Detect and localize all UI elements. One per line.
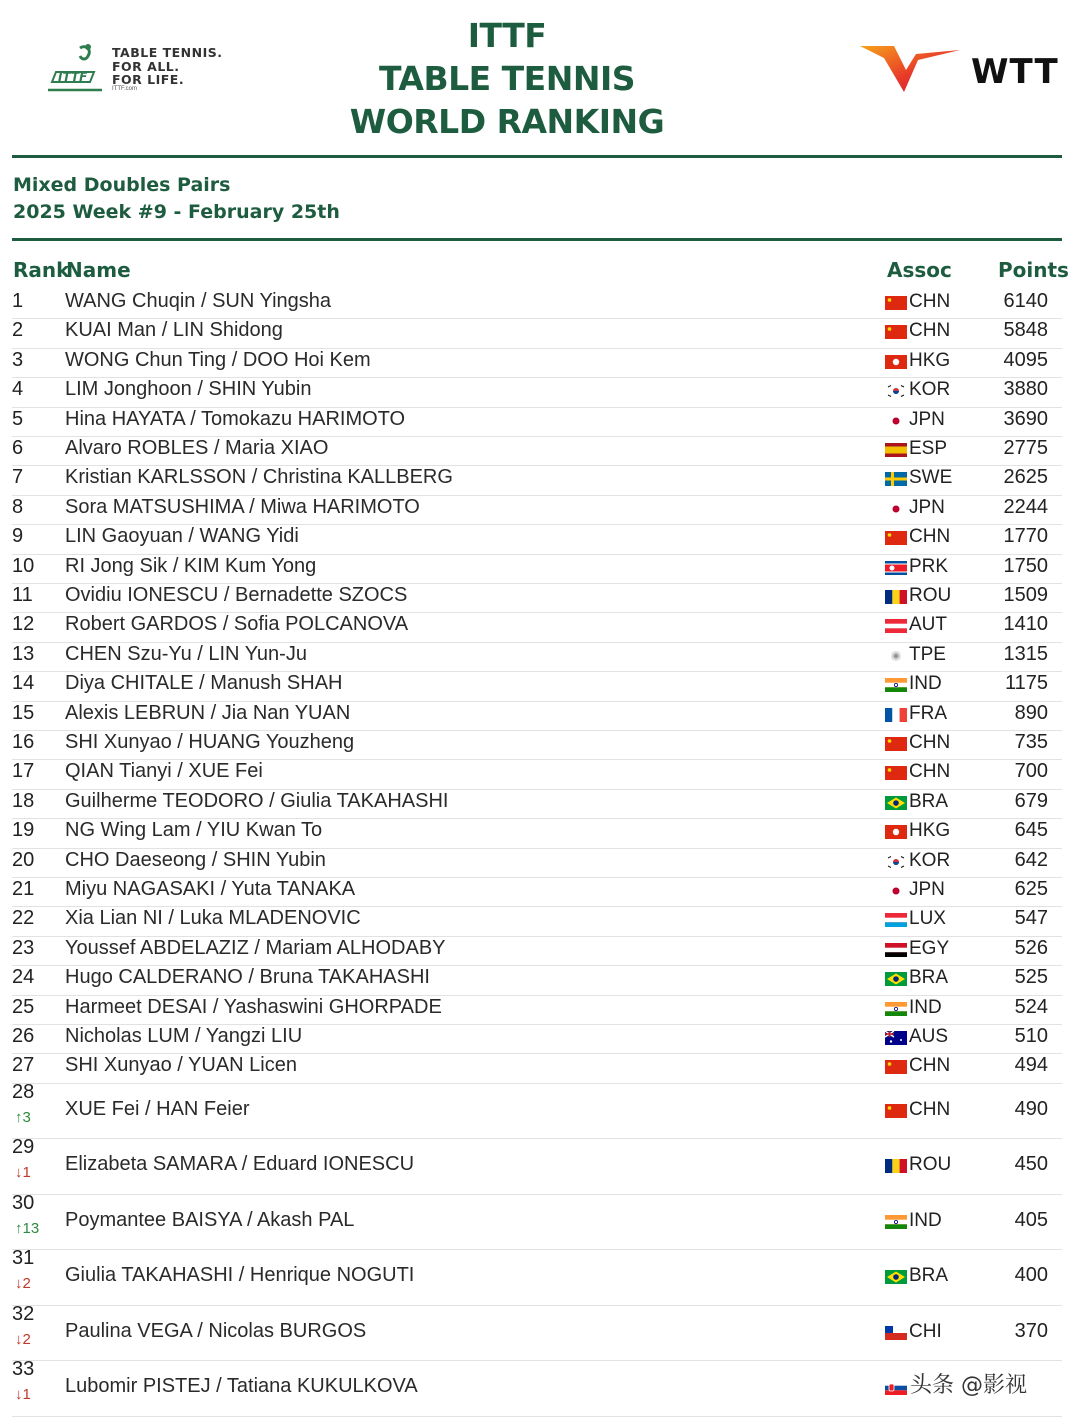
rank-cell: 12 bbox=[12, 613, 35, 636]
table-row bbox=[12, 436, 1062, 466]
pair-name-cell: Sora MATSUSHIMA / Miwa HARIMOTO bbox=[65, 495, 420, 518]
rank-cell: 11 bbox=[12, 584, 33, 606]
category-label: Mixed Doubles Pairs bbox=[13, 174, 231, 196]
points-cell: 1175 bbox=[1004, 672, 1048, 695]
rank-cell: 7 bbox=[12, 466, 24, 489]
assoc-cell: KOR bbox=[909, 849, 951, 871]
assoc-cell: LUX bbox=[909, 908, 946, 930]
assoc-cell: ROU bbox=[909, 1154, 952, 1176]
assoc-cell: CHN bbox=[909, 732, 951, 753]
rank-cell: 33 bbox=[12, 1358, 35, 1381]
divider bbox=[12, 155, 1062, 158]
pair-name-cell: Lubomir PISTEJ / Tatiana KUKULKOVA bbox=[65, 1375, 418, 1398]
rank-cell: 26 bbox=[12, 1025, 35, 1047]
flag-bra-icon bbox=[885, 972, 907, 986]
rank-cell: 32 bbox=[12, 1302, 35, 1325]
pair-name-cell: Xia Lian NI / Luka MLADENOVIC bbox=[65, 907, 361, 930]
assoc-cell: BRA bbox=[909, 967, 949, 989]
rank-change-up: ↑13 bbox=[15, 1219, 40, 1237]
table-row bbox=[12, 1080, 1062, 1140]
rank-cell: 22 bbox=[12, 907, 35, 930]
assoc-cell: JPN bbox=[909, 496, 945, 518]
assoc-cell: BRA bbox=[909, 1265, 949, 1287]
ittf-url: ITTF.com bbox=[112, 86, 137, 92]
assoc-cell: ROU bbox=[909, 585, 952, 606]
rank-cell: 19 bbox=[12, 819, 35, 842]
rank-cell: 3 bbox=[12, 348, 24, 371]
pair-name-cell: Youssef ABDELAZIZ / Mariam ALHODABY bbox=[65, 936, 446, 959]
assoc-cell: JPN bbox=[909, 408, 945, 430]
watermark: 头条 @影视 bbox=[910, 1373, 1027, 1398]
points-cell: 405 bbox=[1014, 1208, 1048, 1231]
pair-name-cell: CHO Daeseong / SHIN Yubin bbox=[65, 848, 326, 871]
pair-name-cell: Alvaro ROBLES / Maria XIAO bbox=[65, 437, 329, 459]
table-row bbox=[12, 612, 1062, 642]
rank-cell: 2 bbox=[12, 319, 24, 342]
table-row bbox=[12, 818, 1062, 848]
points-cell: 642 bbox=[1014, 848, 1048, 871]
assoc-cell: CHI bbox=[909, 1320, 942, 1342]
points-cell: 645 bbox=[1014, 819, 1048, 842]
table-row bbox=[12, 1360, 1062, 1417]
assoc-cell: IND bbox=[909, 673, 942, 695]
pair-name-cell: QIAN Tianyi / XUE Fei bbox=[65, 760, 263, 783]
rank-cell: 23 bbox=[12, 936, 35, 959]
table-row bbox=[12, 965, 1062, 995]
table-row bbox=[12, 524, 1062, 554]
assoc-cell: CHN bbox=[909, 291, 951, 312]
pair-name-cell: LIM Jonghoon / SHIN Yubin bbox=[65, 378, 312, 401]
pair-name-cell: Giulia TAKAHASHI / Henrique NOGUTI bbox=[65, 1264, 415, 1287]
flag-tpe-icon bbox=[885, 649, 907, 663]
points-cell: 450 bbox=[1014, 1153, 1048, 1176]
flag-chn-icon bbox=[885, 766, 907, 780]
table-row bbox=[12, 1302, 1062, 1362]
table-row bbox=[12, 906, 1062, 936]
pair-name-cell: XUE Fei / HAN Feier bbox=[65, 1097, 250, 1120]
table-row bbox=[12, 789, 1062, 819]
assoc-cell: PRK bbox=[909, 555, 949, 577]
table-row bbox=[12, 877, 1062, 907]
points-cell: 625 bbox=[1014, 878, 1048, 900]
table-row bbox=[12, 995, 1062, 1025]
column-header-rank: Rank bbox=[13, 258, 70, 282]
rank-cell: 14 bbox=[12, 672, 35, 695]
assoc-cell: CHN bbox=[909, 761, 951, 783]
rank-cell: 30 bbox=[12, 1191, 35, 1214]
pair-name-cell: Miyu NAGASAKI / Yuta TANAKA bbox=[65, 878, 356, 900]
pair-name-cell: SHI Xunyao / HUANG Youzheng bbox=[65, 731, 355, 753]
points-cell: 1410 bbox=[1003, 613, 1048, 636]
rank-cell: 5 bbox=[12, 407, 24, 430]
column-header-assoc: Assoc bbox=[887, 258, 952, 282]
rank-cell: 10 bbox=[12, 554, 35, 577]
points-cell: 1509 bbox=[1003, 584, 1048, 606]
rank-cell: 17 bbox=[12, 760, 35, 783]
points-cell: 526 bbox=[1014, 936, 1048, 959]
pair-name-cell: WANG Chuqin / SUN Yingsha bbox=[65, 290, 332, 312]
pair-name-cell: Hina HAYATA / Tomokazu HARIMOTO bbox=[65, 407, 406, 430]
page-title: ITTF TABLE TENNIS WORLD RANKING bbox=[349, 16, 665, 141]
flag-hkg-icon bbox=[885, 355, 907, 369]
points-cell: 2625 bbox=[1003, 466, 1048, 489]
pair-name-cell: LIN Gaoyuan / WANG Yidi bbox=[65, 525, 299, 548]
flag-chn-icon bbox=[885, 1060, 907, 1074]
pair-name-cell: Poymantee BAISYA / Akash PAL bbox=[65, 1208, 355, 1231]
rank-cell: 27 bbox=[12, 1054, 35, 1077]
ittf-tagline: TABLE TENNIS. FOR ALL. FOR LIFE. bbox=[112, 45, 223, 87]
flag-egy-icon bbox=[885, 943, 907, 957]
rank-cell: 18 bbox=[12, 789, 35, 812]
points-cell: 2244 bbox=[1003, 495, 1048, 518]
assoc-cell: CHN bbox=[909, 320, 951, 342]
rank-cell: 24 bbox=[12, 966, 35, 989]
points-cell: 735 bbox=[1014, 731, 1048, 753]
assoc-cell: TPE bbox=[909, 643, 946, 665]
column-header-name: Name bbox=[66, 258, 131, 282]
flag-kor-icon bbox=[885, 384, 907, 398]
points-cell: 1750 bbox=[1003, 554, 1048, 577]
pair-name-cell: Guilherme TEODORO / Giulia TAKAHASHI bbox=[65, 789, 449, 812]
ittf-logo bbox=[46, 42, 246, 98]
ittf-paddle-icon bbox=[46, 42, 110, 96]
rank-change-down: ↓2 bbox=[15, 1275, 31, 1293]
flag-swe-icon bbox=[885, 472, 907, 486]
flag-ind-icon bbox=[885, 1002, 907, 1016]
rank-change-down: ↓1 bbox=[15, 1164, 31, 1182]
pair-name-cell: Alexis LEBRUN / Jia Nan YUAN bbox=[65, 701, 351, 724]
points-cell: 890 bbox=[1014, 701, 1048, 724]
pair-name-cell: Ovidiu IONESCU / Bernadette SZOCS bbox=[65, 584, 408, 606]
table-row bbox=[12, 1191, 1062, 1251]
rank-cell: 6 bbox=[12, 437, 24, 459]
wtt-swoosh-icon bbox=[858, 40, 964, 96]
rank-cell: 4 bbox=[12, 378, 24, 401]
rank-cell: 31 bbox=[12, 1247, 35, 1270]
pair-name-cell: Kristian KARLSSON / Christina KALLBERG bbox=[65, 466, 453, 489]
rank-cell: 25 bbox=[12, 995, 35, 1018]
pair-name-cell: RI Jong Sik / KIM Kum Yong bbox=[65, 554, 317, 577]
pair-name-cell: Diya CHITALE / Manush SHAH bbox=[65, 672, 343, 695]
flag-svk-icon bbox=[885, 1381, 907, 1395]
flag-rou-icon bbox=[885, 590, 907, 604]
flag-lux-icon bbox=[885, 913, 907, 927]
ranking-subtitle bbox=[13, 172, 340, 226]
flag-ind-icon bbox=[885, 1215, 907, 1229]
pair-name-cell: CHEN Szu-Yu / LIN Yun-Ju bbox=[65, 642, 307, 665]
wtt-logo bbox=[858, 40, 1068, 100]
svg-text:ITTF: ITTF bbox=[58, 70, 88, 84]
assoc-cell: IND bbox=[909, 1209, 942, 1231]
assoc-cell: AUT bbox=[909, 614, 947, 636]
points-cell: 5848 bbox=[1003, 319, 1048, 342]
flag-bra-icon bbox=[885, 1270, 907, 1284]
rank-cell: 8 bbox=[12, 495, 24, 518]
table-row bbox=[12, 1053, 1062, 1083]
points-cell: 3880 bbox=[1003, 378, 1048, 401]
assoc-cell: ESP bbox=[909, 438, 948, 459]
points-cell: 2775 bbox=[1003, 437, 1048, 459]
points-cell: 1315 bbox=[1003, 642, 1048, 665]
pair-name-cell: NG Wing Lam / YIU Kwan To bbox=[65, 819, 323, 842]
assoc-cell: BRA bbox=[909, 790, 949, 812]
table-row bbox=[12, 495, 1062, 525]
table-row bbox=[12, 848, 1062, 878]
flag-kor-icon bbox=[885, 855, 907, 869]
header bbox=[0, 0, 1080, 150]
points-cell: 547 bbox=[1014, 907, 1048, 930]
rank-cell: 29 bbox=[12, 1136, 35, 1159]
assoc-cell: CHN bbox=[909, 1098, 951, 1120]
pair-name-cell: WONG Chun Ting / DOO Hoi Kem bbox=[65, 348, 371, 371]
assoc-cell: SWE bbox=[909, 467, 953, 489]
assoc-cell: KOR bbox=[909, 379, 951, 401]
table-row bbox=[12, 348, 1062, 378]
flag-jpn-icon bbox=[885, 414, 907, 428]
flag-aus-icon bbox=[885, 1031, 907, 1045]
assoc-cell: CHN bbox=[909, 1055, 951, 1077]
points-cell: 6140 bbox=[1003, 290, 1048, 312]
flag-chn-icon bbox=[885, 325, 907, 339]
flag-jpn-icon bbox=[885, 502, 907, 516]
table-row bbox=[12, 1024, 1062, 1054]
points-cell: 679 bbox=[1014, 789, 1048, 812]
table-row bbox=[12, 730, 1062, 760]
flag-ind-icon bbox=[885, 678, 907, 692]
points-cell: 4095 bbox=[1003, 348, 1048, 371]
rank-change-down: ↓1 bbox=[15, 1386, 31, 1404]
points-cell: 510 bbox=[1014, 1025, 1048, 1047]
assoc-cell: AUS bbox=[909, 1026, 949, 1047]
flag-bra-icon bbox=[885, 796, 907, 810]
flag-prk-icon bbox=[885, 561, 907, 575]
rank-change-up: ↑3 bbox=[15, 1108, 31, 1126]
points-cell: 1770 bbox=[1003, 525, 1048, 548]
pair-name-cell: Nicholas LUM / Yangzi LIU bbox=[65, 1025, 303, 1047]
rank-cell: 21 bbox=[12, 878, 35, 900]
flag-aut-icon bbox=[885, 619, 907, 633]
assoc-cell: EGY bbox=[909, 937, 950, 959]
table-row bbox=[12, 936, 1062, 966]
assoc-cell: IND bbox=[909, 996, 942, 1018]
table-row bbox=[12, 701, 1062, 731]
rank-cell: 28 bbox=[12, 1080, 35, 1103]
rank-cell: 20 bbox=[12, 848, 35, 871]
table-row bbox=[12, 554, 1062, 584]
pair-name-cell: KUAI Man / LIN Shidong bbox=[65, 319, 283, 342]
rank-cell: 13 bbox=[12, 642, 35, 665]
points-cell: 494 bbox=[1014, 1054, 1048, 1077]
flag-rou-icon bbox=[885, 1159, 907, 1173]
flag-chn-icon bbox=[885, 1104, 907, 1118]
assoc-cell: HKG bbox=[909, 349, 951, 371]
points-cell: 700 bbox=[1014, 760, 1048, 783]
rank-cell: 1 bbox=[12, 290, 24, 312]
rank-change-down: ↓2 bbox=[15, 1330, 31, 1348]
assoc-cell: JPN bbox=[909, 879, 945, 900]
table-row bbox=[12, 407, 1062, 437]
pair-name-cell: Paulina VEGA / Nicolas BURGOS bbox=[65, 1319, 367, 1342]
points-cell: 370 bbox=[1014, 1319, 1048, 1342]
table-row bbox=[12, 465, 1062, 495]
assoc-cell: HKG bbox=[909, 820, 951, 842]
table-row bbox=[12, 642, 1062, 672]
rank-cell: 15 bbox=[12, 701, 35, 724]
flag-chn-icon bbox=[885, 296, 907, 310]
table-row bbox=[12, 759, 1062, 789]
table-row bbox=[12, 289, 1062, 319]
pair-name-cell: Hugo CALDERANO / Bruna TAKAHASHI bbox=[65, 966, 430, 989]
week-label: 2025 Week #9 - February 25th bbox=[13, 201, 340, 223]
table-row bbox=[12, 1249, 1062, 1306]
flag-chi-icon bbox=[885, 1326, 907, 1340]
rank-cell: 16 bbox=[12, 731, 35, 753]
table-row bbox=[12, 377, 1062, 407]
points-cell: 525 bbox=[1014, 966, 1048, 989]
wtt-wordmark: WTT bbox=[971, 52, 1059, 92]
table-row bbox=[12, 671, 1062, 701]
table-row bbox=[12, 583, 1062, 613]
pair-name-cell: Elizabeta SAMARA / Eduard IONESCU bbox=[65, 1153, 415, 1176]
points-cell: 524 bbox=[1014, 995, 1048, 1018]
pair-name-cell: Robert GARDOS / Sofia POLCANOVA bbox=[65, 613, 409, 636]
assoc-cell: FRA bbox=[909, 702, 947, 724]
pair-name-cell: Harmeet DESAI / Yashaswini GHORPADE bbox=[65, 995, 442, 1018]
table-row bbox=[12, 318, 1062, 348]
divider bbox=[12, 238, 1062, 241]
column-header-points: Points bbox=[998, 258, 1069, 282]
points-cell: 490 bbox=[1014, 1097, 1048, 1120]
table-row bbox=[12, 1138, 1062, 1195]
points-cell: 3690 bbox=[1003, 407, 1048, 430]
assoc-cell: CHN bbox=[909, 526, 951, 548]
pair-name-cell: SHI Xunyao / YUAN Licen bbox=[65, 1054, 297, 1077]
points-cell: 400 bbox=[1014, 1264, 1048, 1287]
flag-hkg-icon bbox=[885, 825, 907, 839]
flag-jpn-icon bbox=[885, 884, 907, 898]
flag-chn-icon bbox=[885, 531, 907, 545]
flag-fra-icon bbox=[885, 708, 907, 722]
flag-chn-icon bbox=[885, 737, 907, 751]
rank-cell: 9 bbox=[12, 525, 24, 548]
flag-esp-icon bbox=[885, 443, 907, 457]
